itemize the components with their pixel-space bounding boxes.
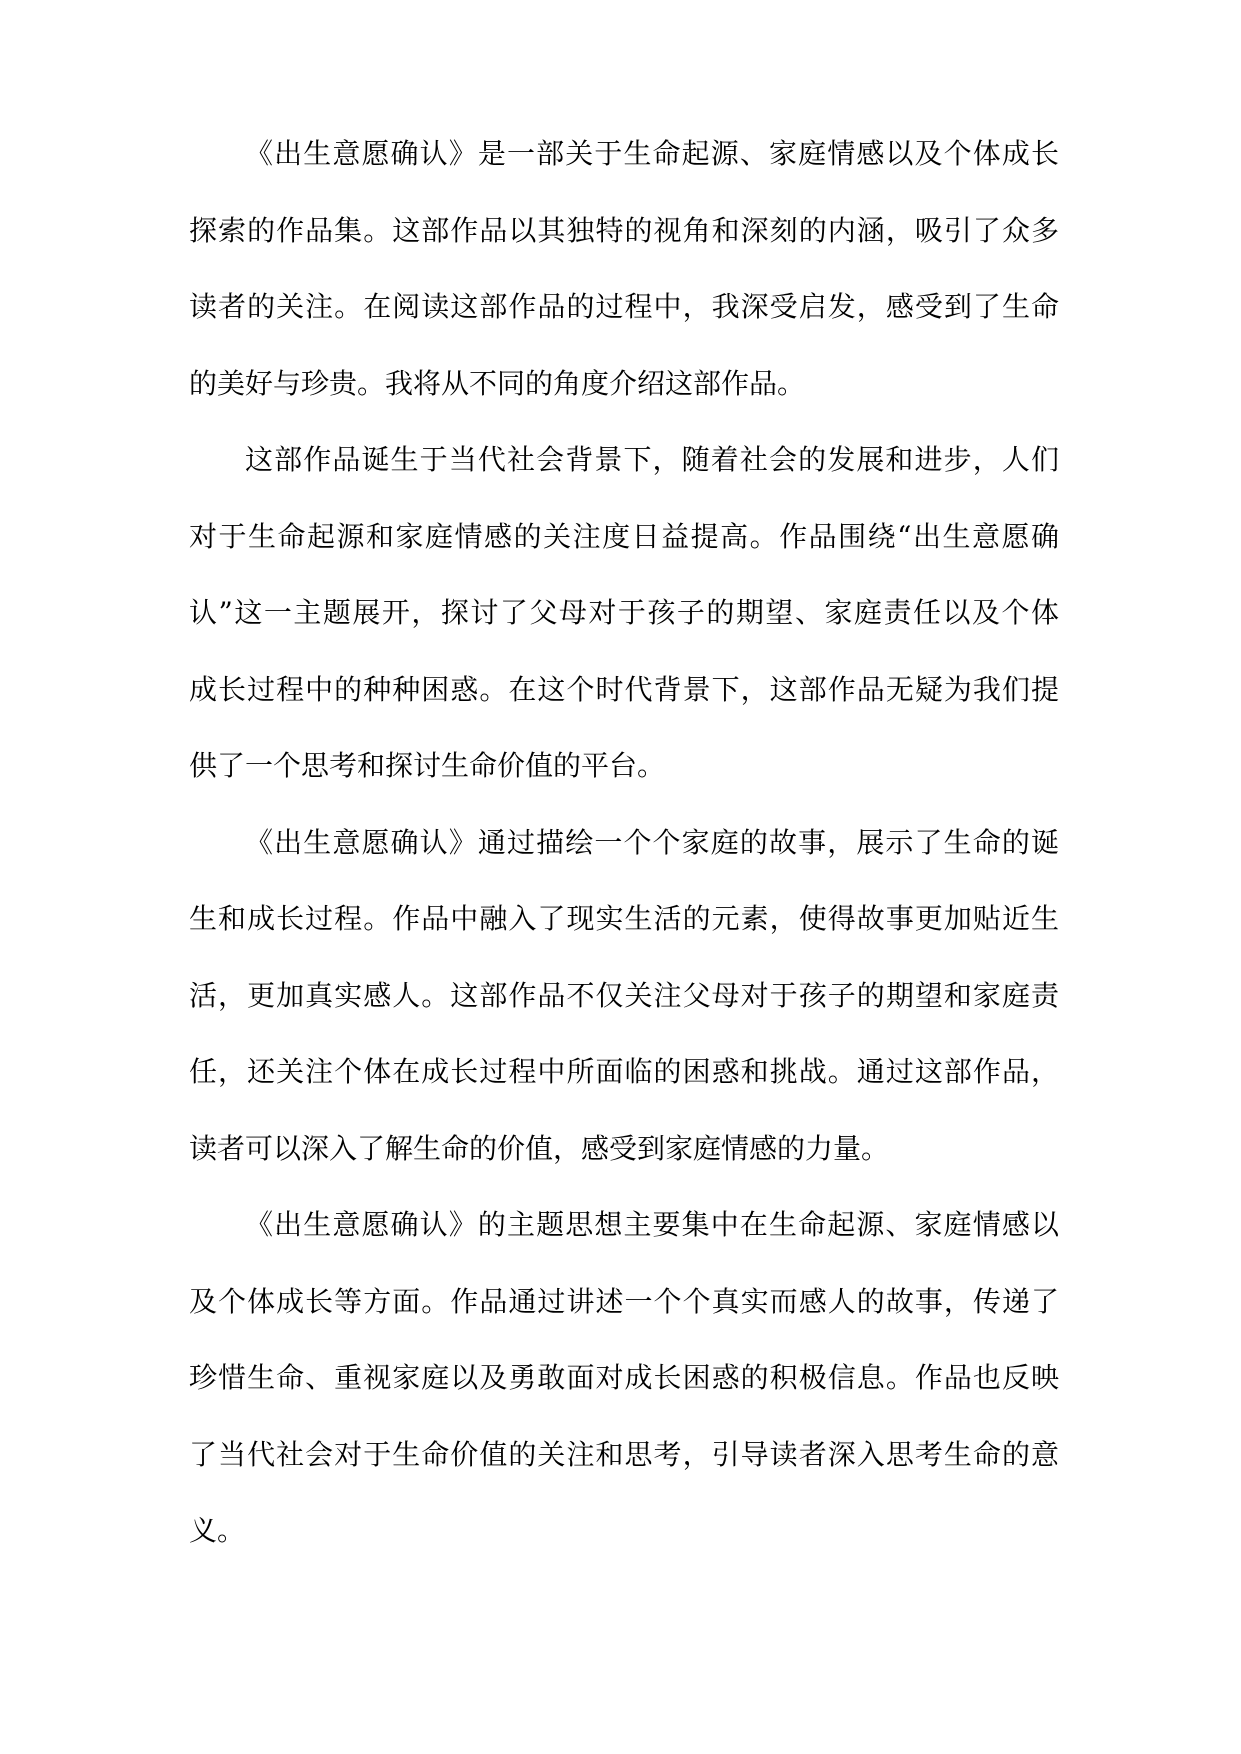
paragraph-2-line-2: 对于生命起源和家庭情感的关注度日益提高。作品围绕“出生意愿确	[189, 519, 1059, 553]
paragraph-2-line-1: 这部作品诞生于当代社会背景下，随着社会的发展和进步，人们	[245, 443, 1059, 476]
paragraph-3-line-2: 生和成长过程。作品中融入了现实生活的元素，使得故事更加贴近生	[189, 902, 1059, 935]
paragraph-4-line-3: 珍惜生命、重视家庭以及勇敢面对成长困惑的积极信息。作品也反映	[189, 1361, 1059, 1394]
paragraph-1-line-3: 读者的关注。在阅读这部作品的过程中，我深受启发，感受到了生命	[189, 290, 1059, 323]
paragraph-3-line-3: 活，更加真实感人。这部作品不仅关注父母对于孩子的期望和家庭责	[189, 978, 1059, 1012]
paragraph-2-line-4: 成长过程中的种种困惑。在这个时代背景下，这部作品无疑为我们提	[189, 672, 1059, 706]
paragraph-3-line-5: 读者可以深入了解生命的价值，感受到家庭情感的力量。	[189, 1131, 890, 1165]
paragraph-2-line-5: 供了一个思考和探讨生命价值的平台。	[189, 749, 666, 782]
paragraph-1-line-4: 的美好与珍贵。我将从不同的角度介绍这部作品。	[189, 366, 806, 400]
paragraph-3-line-1: 《出生意愿确认》通过描绘一个个家庭的故事，展示了生命的诞	[245, 825, 1059, 859]
paragraph-4-line-2: 及个体成长等方面。作品通过讲述一个个真实而感人的故事，传递了	[189, 1284, 1059, 1318]
document-body	[189, 135, 1059, 1550]
paragraph-4-line-5: 义。	[189, 1514, 246, 1547]
paragraph-2-line-3: 认”这一主题展开，探讨了父母对于孩子的期望、家庭责任以及个体	[189, 596, 1059, 629]
paragraph-3-line-4: 任，还关注个体在成长过程中所面临的困惑和挑战。通过这部作品，	[189, 1055, 1059, 1088]
paragraph-4-line-4: 了当代社会对于生命价值的关注和思考，引导读者深入思考生命的意	[189, 1437, 1059, 1471]
paragraph-1-line-1: 《出生意愿确认》是一部关于生命起源、家庭情感以及个体成长	[245, 137, 1059, 170]
paragraph-4-line-1: 《出生意愿确认》的主题思想主要集中在生命起源、家庭情感以	[245, 1208, 1059, 1241]
paragraph-1-line-2: 探索的作品集。这部作品以其独特的视角和深刻的内涵，吸引了众多	[189, 213, 1059, 247]
